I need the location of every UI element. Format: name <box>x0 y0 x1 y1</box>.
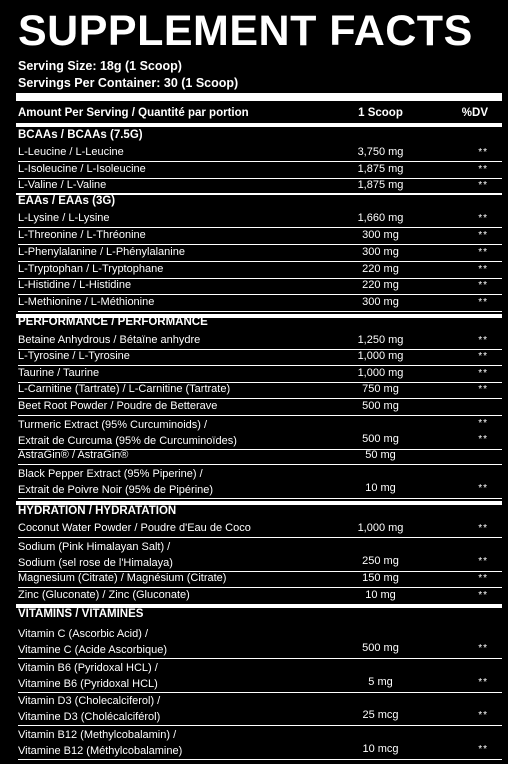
section-title: VITAMINS / VITAMINES <box>18 608 144 620</box>
daily-value: ** <box>478 264 488 275</box>
table-row <box>18 263 502 277</box>
daily-value: ** <box>478 710 488 721</box>
nutrient-name <box>18 449 328 462</box>
nutrient-name-line: L-Isoleucine / L-Isoleucine <box>18 163 146 175</box>
nutrient-amount: 250 mg <box>362 555 399 567</box>
nutrient-name <box>18 626 328 658</box>
nutrient-name-line: Sodium (Pink Himalayan Salt) / <box>18 541 171 553</box>
nutrient-amount: 25 mcg <box>362 709 399 721</box>
nutrient-name <box>18 400 328 413</box>
nutrient-name-line: Turmeric Extract (95% Curcuminoids) / <box>18 419 208 431</box>
row-divider <box>18 759 502 760</box>
nutrient-name-line: Coconut Water Powder / Poudre d'Eau de Coco <box>18 522 251 534</box>
nutrient-name-line: L-Methionine / L-Méthionine <box>18 296 155 308</box>
nutrient-amount: 150 mg <box>362 572 399 584</box>
nutrient-name-line: Sodium (sel rose de l'Himalaya) <box>18 557 173 569</box>
panel-title: SUPPLEMENT FACTS <box>18 7 473 55</box>
nutrient-name-line: Zinc (Gluconate) / Zinc (Gluconate) <box>18 589 190 601</box>
nutrient-amount: 10 mcg <box>362 743 399 755</box>
daily-value: ** <box>478 677 488 688</box>
daily-value: ** <box>478 297 488 308</box>
table-row <box>18 367 502 381</box>
row-divider <box>18 161 502 162</box>
nutrient-amount: 300 mg <box>362 296 399 308</box>
table-row <box>18 572 502 586</box>
nutrient-name <box>18 572 328 585</box>
nutrient-name-line: Extrait de Poivre Noir (95% de Pipérine) <box>18 484 214 496</box>
nutrient-name <box>18 296 328 309</box>
nutrient-name-line: L-Histidine / L-Histidine <box>18 279 132 291</box>
nutrient-amount: 220 mg <box>362 279 399 291</box>
daily-value: ** <box>478 247 488 258</box>
supplement-facts-panel <box>8 0 502 764</box>
nutrient-amount: 10 mg <box>365 589 396 601</box>
table-row <box>18 246 502 260</box>
nutrient-name-line: L-Lysine / L-Lysine <box>18 212 110 224</box>
daily-value: ** <box>478 368 488 379</box>
nutrient-name-line: Magnesium (Citrate) / Magnésium (Citrate) <box>18 572 227 584</box>
daily-value: ** <box>478 483 488 494</box>
nutrient-name-line: L-Tryptophan / L-Tryptophane <box>18 263 164 275</box>
section-title: EAAs / EAAs (3G) <box>18 195 116 207</box>
section-title: BCAAs / BCAAs (7.5G) <box>18 129 143 141</box>
table-row <box>18 660 502 690</box>
nutrient-name-line: Vitamine B12 (Méthylcobalamine) <box>18 745 183 757</box>
nutrient-name <box>18 229 328 242</box>
servings-per-container: Servings Per Container: 30 (1 Scoop) <box>18 76 239 90</box>
nutrient-name-line: Vitamine C (Acide Ascorbique) <box>18 644 167 656</box>
daily-value: ** <box>478 434 488 445</box>
nutrient-name-line: Betaine Anhydrous / Bétaïne anhydre <box>18 334 201 346</box>
table-row <box>18 279 502 293</box>
row-divider <box>18 587 502 588</box>
nutrient-amount: 1,000 mg <box>357 522 404 534</box>
nutrient-name <box>18 350 328 363</box>
nutrient-amount: 500 mg <box>362 433 399 445</box>
daily-value: ** <box>478 213 488 224</box>
table-row <box>18 146 502 160</box>
daily-value: ** <box>478 335 488 346</box>
medium-divider <box>16 123 502 127</box>
daily-value: ** <box>478 164 488 175</box>
daily-value: ** <box>478 590 488 601</box>
header-dv: %DV <box>461 107 488 119</box>
table-row <box>18 417 502 447</box>
nutrient-name <box>18 367 328 380</box>
section-title: PERFORMANCE / PERFORMANCE <box>18 316 208 328</box>
serving-size: Serving Size: 18g (1 Scoop) <box>18 59 182 73</box>
nutrient-amount: 300 mg <box>362 229 399 241</box>
row-divider <box>18 537 502 538</box>
daily-value: ** <box>478 280 488 291</box>
table-row <box>18 296 502 310</box>
daily-value: ** <box>478 418 488 429</box>
daily-value: ** <box>478 230 488 241</box>
nutrient-name-line: L-Valine / L-Valine <box>18 179 107 191</box>
table-row <box>18 163 502 177</box>
section-title: HYDRATION / HYDRATATION <box>18 505 177 517</box>
table-row <box>18 334 502 348</box>
table-row <box>18 589 502 603</box>
table-row <box>18 449 502 463</box>
daily-value: ** <box>478 573 488 584</box>
row-divider <box>18 311 502 312</box>
table-row <box>18 179 502 193</box>
thick-divider <box>16 93 502 101</box>
nutrient-name <box>18 334 328 347</box>
nutrient-name <box>18 212 328 225</box>
nutrient-amount: 300 mg <box>362 246 399 258</box>
nutrient-name-line: AstraGin® / AstraGin® <box>18 449 129 461</box>
nutrient-name-line: L-Carnitine (Tartrate) / L-Carnitine (Tartrate) <box>18 383 231 395</box>
nutrient-name-line: Beet Root Powder / Poudre de Betterave <box>18 400 218 412</box>
nutrient-amount: 50 mg <box>365 449 396 461</box>
table-row <box>18 727 502 757</box>
nutrient-amount: 1,000 mg <box>357 350 404 362</box>
nutrient-name <box>18 522 328 535</box>
header-scoop: 1 Scoop <box>358 107 403 119</box>
nutrient-name-line: Vitamin B12 (Methylcobalamin) / <box>18 729 177 741</box>
daily-value: ** <box>478 351 488 362</box>
row-divider <box>18 725 502 726</box>
table-row <box>18 626 502 656</box>
nutrient-name-line: Vitamin D3 (Cholecalciferol) / <box>18 695 161 707</box>
table-row <box>18 539 502 569</box>
nutrient-name <box>18 246 328 259</box>
daily-value: ** <box>478 744 488 755</box>
nutrient-name-line: Black Pepper Extract (95% Piperine) / <box>18 468 203 480</box>
row-divider <box>18 294 502 295</box>
nutrient-name <box>18 660 328 692</box>
nutrient-amount: 220 mg <box>362 263 399 275</box>
nutrient-amount: 5 mg <box>368 676 393 688</box>
nutrient-name <box>18 179 328 192</box>
nutrient-name <box>18 163 328 176</box>
nutrient-name <box>18 693 328 725</box>
nutrient-name-line: Extrait de Curcuma (95% de Curcuminoïdes) <box>18 435 237 447</box>
nutrient-amount: 500 mg <box>362 400 399 412</box>
daily-value: ** <box>478 384 488 395</box>
row-divider <box>18 365 502 366</box>
row-divider <box>18 261 502 262</box>
nutrient-amount: 750 mg <box>362 383 399 395</box>
nutrient-name-line: L-Phenylalanine / L-Phénylalanine <box>18 246 185 258</box>
daily-value: ** <box>478 180 488 191</box>
row-divider <box>18 244 502 245</box>
nutrient-amount: 1,250 mg <box>357 334 404 346</box>
nutrient-name <box>18 263 328 276</box>
nutrient-name-line: Vitamin B6 (Pyridoxal HCL) / <box>18 662 158 674</box>
nutrient-name-line: L-Tyrosine / L-Tyrosine <box>18 350 130 362</box>
nutrient-amount: 1,875 mg <box>357 179 404 191</box>
nutrient-name <box>18 383 328 396</box>
nutrient-amount: 500 mg <box>362 642 399 654</box>
nutrient-name-line: Taurine / Taurine <box>18 367 100 379</box>
daily-value: ** <box>478 556 488 567</box>
nutrient-amount: 1,875 mg <box>357 163 404 175</box>
row-divider <box>18 398 502 399</box>
nutrient-name-line: L-Leucine / L-Leucine <box>18 146 124 158</box>
daily-value: ** <box>478 523 488 534</box>
nutrient-name-line: Vitamine B6 (Pyridoxal HCL) <box>18 678 158 690</box>
header-amount: Amount Per Serving / Quantité par portion <box>18 107 249 119</box>
row-divider <box>18 415 502 416</box>
row-divider <box>18 227 502 228</box>
table-row <box>18 229 502 243</box>
daily-value: ** <box>478 147 488 158</box>
table-row <box>18 522 502 536</box>
nutrient-amount: 1,660 mg <box>357 212 404 224</box>
nutrient-name <box>18 417 328 449</box>
table-row <box>18 212 502 226</box>
nutrient-name-line: L-Threonine / L-Thréonine <box>18 229 146 241</box>
row-divider <box>18 658 502 659</box>
table-row <box>18 383 502 397</box>
nutrient-amount: 3,750 mg <box>357 146 404 158</box>
nutrient-name <box>18 146 328 159</box>
row-divider <box>18 464 502 465</box>
table-row <box>18 350 502 364</box>
nutrient-name-line: Vitamine D3 (Cholécalciférol) <box>18 711 161 723</box>
nutrient-amount: 1,000 mg <box>357 367 404 379</box>
nutrient-name <box>18 589 328 602</box>
nutrient-name <box>18 466 328 498</box>
nutrient-name-line: Vitamin C (Ascorbic Acid) / <box>18 628 149 640</box>
nutrient-name <box>18 727 328 759</box>
nutrient-name <box>18 279 328 292</box>
row-divider <box>18 498 502 499</box>
nutrient-amount: 10 mg <box>365 482 396 494</box>
table-row <box>18 693 502 723</box>
table-row <box>18 400 502 414</box>
table-row <box>18 466 502 496</box>
daily-value: ** <box>478 643 488 654</box>
nutrient-name <box>18 539 328 571</box>
